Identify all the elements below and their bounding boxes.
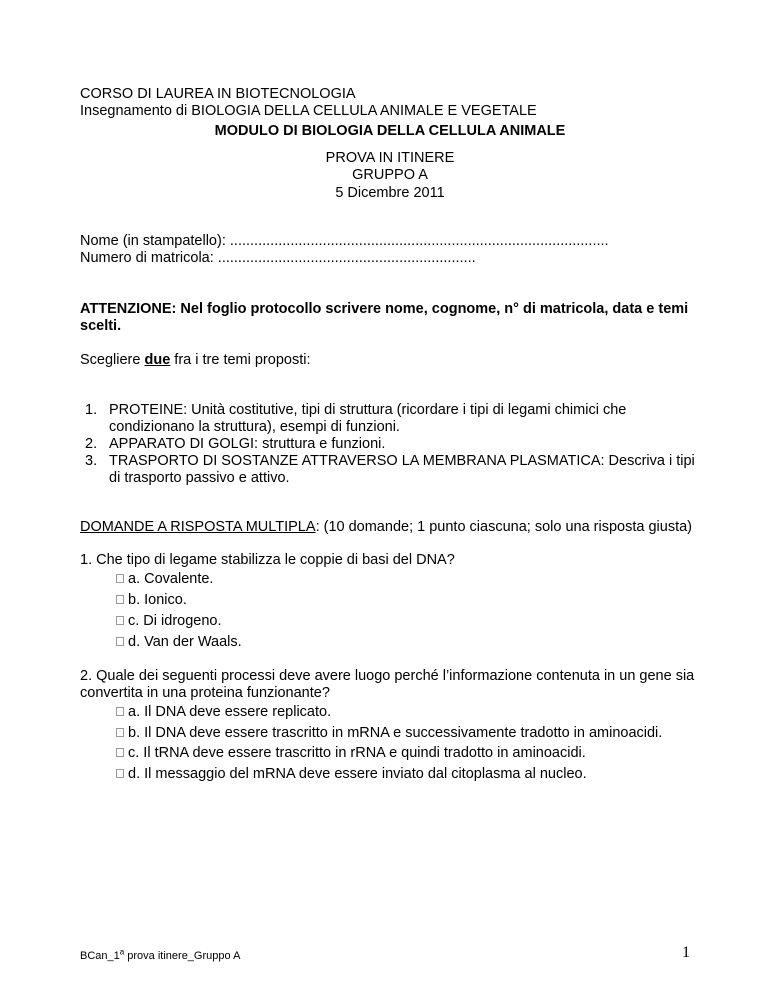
answer-option[interactable] (80, 632, 700, 653)
question-1 (80, 552, 700, 653)
answer-label: b. Il DNA deve essere trascritto in mRNA e successivamente tradotto in aminoacidi. (128, 725, 663, 741)
group-title: GRUPPO A (352, 167, 428, 183)
list-item (85, 402, 700, 436)
checkbox-icon[interactable] (116, 637, 124, 646)
theme-text: TRASPORTO DI SOSTANZE ATTRAVERSO LA MEMBRANA PLASMATICA: Descriva i tipi di trasporto passivo e attivo. (109, 453, 695, 486)
attention-note: ATTENZIONE: Nel foglio protocollo scrivere nome, cognome, n° di matricola, data e temi scelti. (80, 301, 689, 334)
mc-section-title: DOMANDE A RISPOSTA MULTIPLA (80, 519, 316, 535)
themes-list (80, 402, 700, 487)
checkbox-icon[interactable] (116, 748, 124, 757)
footer-prefix: BCan_1 (80, 950, 120, 962)
exam-date: 5 Dicembre 2011 (335, 184, 445, 201)
footer-suffix: prova itinere_Gruppo A (124, 950, 241, 962)
list-item (85, 436, 700, 453)
checkbox-icon[interactable] (116, 574, 124, 583)
teaching-title: Insegnamento di BIOLOGIA DELLA CELLULA ANIMALE E VEGETALE (80, 103, 537, 119)
choose-suffix: fra i tre temi proposti: (170, 352, 311, 368)
answer-option[interactable] (80, 743, 700, 764)
question-text: 1. Che tipo di legame stabilizza le coppie di basi del DNA? (80, 552, 455, 568)
matricola-field: Numero di matricola: ................................................................ (80, 250, 476, 266)
module-title: MODULO DI BIOLOGIA DELLA CELLULA ANIMALE (214, 123, 566, 139)
checkbox-icon[interactable] (116, 707, 124, 716)
choose-prefix: Scegliere (80, 352, 145, 368)
answer-option[interactable] (80, 611, 700, 632)
answer-label: d. Il messaggio del mRNA deve essere inviato dal citoplasma al nucleo. (128, 766, 587, 782)
choose-instruction (80, 352, 700, 369)
mc-section-header (80, 519, 695, 536)
exam-title: PROVA IN ITINERE (325, 149, 455, 166)
answer-option[interactable] (80, 590, 700, 611)
question-text: 2. Quale dei seguenti processi deve avere luogo perché l’informazione contenuta in un gene sia convertita in una proteina funzionante? (80, 668, 695, 701)
mc-section-note: : (10 domande; 1 punto ciascuna; solo una risposta giusta) (315, 519, 692, 535)
theme-number: 3. (85, 453, 98, 469)
theme-text: APPARATO DI GOLGI: struttura e funzioni. (109, 436, 386, 452)
page-number: 1 (682, 944, 690, 961)
answer-option[interactable] (80, 702, 700, 723)
answer-label: d. Van der Waals. (128, 634, 242, 650)
checkbox-icon[interactable] (116, 769, 124, 778)
answer-label: a. Covalente. (128, 571, 214, 587)
answer-label: a. Il DNA deve essere replicato. (128, 704, 332, 720)
answer-option[interactable] (80, 723, 680, 743)
checkbox-icon[interactable] (116, 616, 124, 625)
footer-superscript: a (119, 947, 125, 957)
answer-option[interactable] (80, 764, 700, 785)
answer-option[interactable] (80, 569, 700, 590)
answer-label: b. Ionico. (128, 592, 187, 608)
course-title: CORSO DI LAUREA IN BIOTECNOLOGIA (80, 86, 356, 102)
footer-label (80, 948, 240, 965)
document-page (80, 86, 700, 785)
theme-number: 2. (85, 436, 98, 452)
answer-label: c. Il tRNA deve essere trascritto in rRNA e quindi tradotto in aminoacidi. (128, 745, 586, 761)
checkbox-icon[interactable] (116, 595, 124, 604)
question-2 (80, 668, 700, 785)
answer-label: c. Di idrogeno. (128, 613, 222, 629)
name-field: Nome (in stampatello): .............................................................................................. (80, 233, 609, 249)
theme-number: 1. (85, 402, 98, 418)
list-item (85, 453, 700, 487)
choose-emphasis: due (144, 352, 171, 368)
theme-text: PROTEINE: Unità costitutive, tipi di struttura (ricordare i tipi di legami chimici che condizionano la struttura), esempi di funzioni. (109, 402, 627, 435)
checkbox-icon[interactable] (116, 728, 124, 737)
